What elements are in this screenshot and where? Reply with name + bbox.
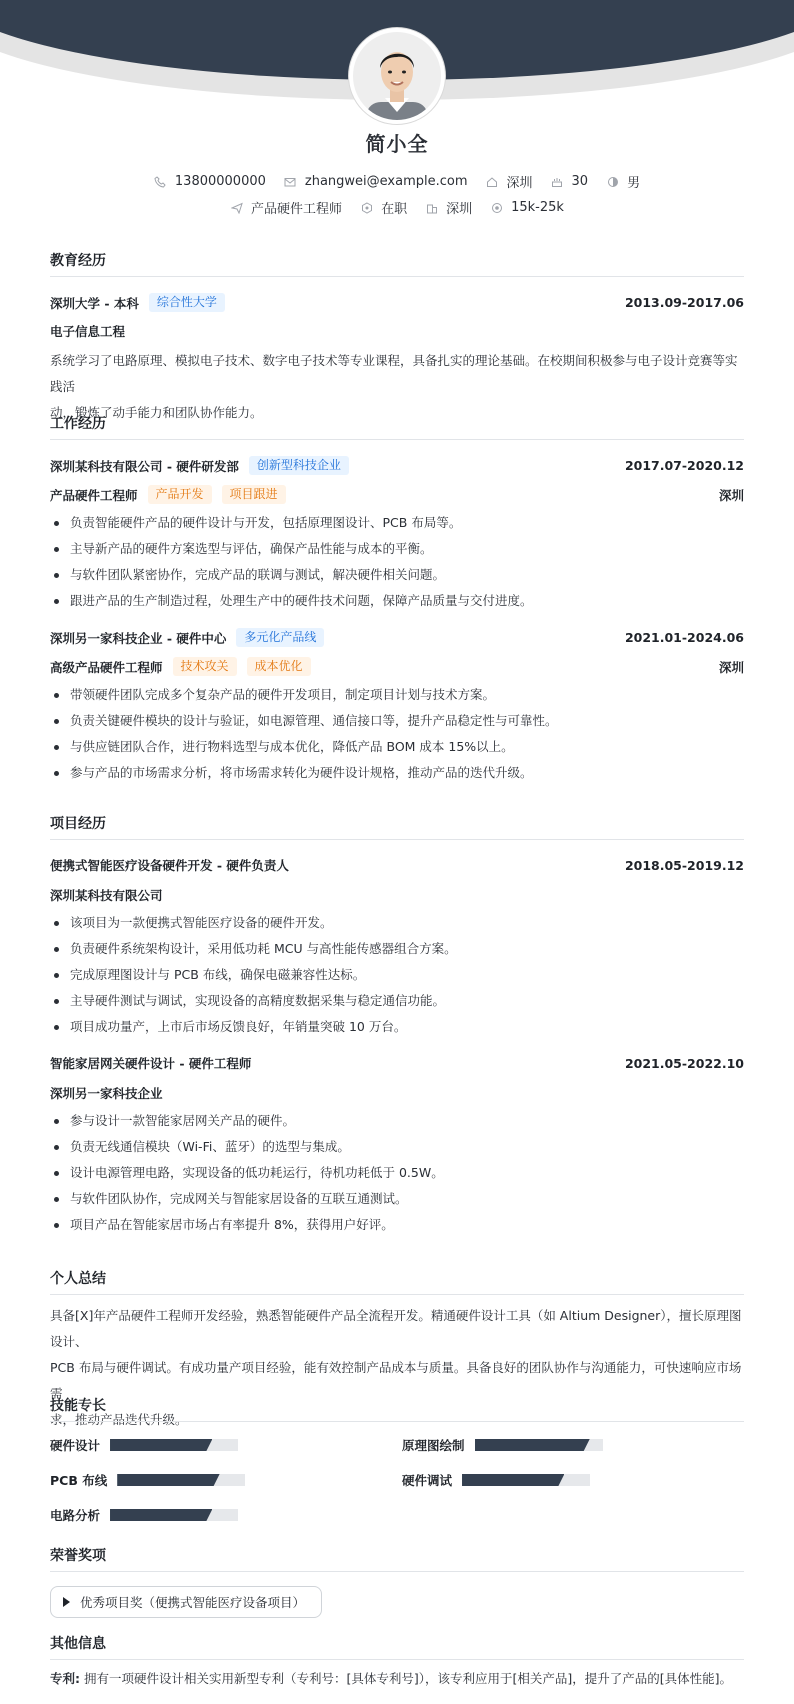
project-details <box>50 1108 744 1238</box>
skill-item <box>402 1471 590 1489</box>
list-item: 项目成功量产，上市后市场反馈良好，年销量突破 10 万台。 <box>50 1014 744 1040</box>
section-title: 荣誉奖项 <box>50 1545 744 1572</box>
skill-name: 硬件设计 <box>50 1438 101 1453</box>
building-icon <box>425 201 438 214</box>
mail-icon <box>284 175 297 188</box>
gender-info: 男 <box>606 172 640 191</box>
skill-level-fill <box>475 1439 590 1451</box>
project-company-row <box>50 1084 744 1102</box>
award-name: 优秀项目奖（便携式智能医疗设备项目） <box>80 1595 306 1610</box>
project-entry <box>50 1054 744 1238</box>
project-header <box>50 856 744 874</box>
job-period: 2017.07-2020.12 <box>624 458 744 473</box>
company-name: 深圳另一家科技企业 - 硬件中心 <box>50 630 227 646</box>
skill-level-bar <box>110 1509 238 1521</box>
skill-item <box>50 1506 238 1524</box>
status-info: 在职 <box>360 198 407 217</box>
avatar <box>349 28 445 124</box>
project-entry <box>50 856 744 1040</box>
section-title: 其他信息 <box>50 1633 744 1660</box>
education-section <box>50 250 744 426</box>
contact-info-row <box>0 172 794 191</box>
skill-level-bar <box>475 1439 603 1451</box>
project-period: 2021.05-2022.10 <box>624 1055 744 1071</box>
position-row <box>50 657 744 676</box>
project-details <box>50 910 744 1040</box>
position-title: 高级产品硬件工程师 <box>50 659 163 675</box>
major-row <box>50 322 744 340</box>
list-item: 与软件团队协作，完成网关与智能家居设备的互联互通测试。 <box>50 1186 744 1212</box>
project-period: 2018.05-2019.12 <box>624 857 744 873</box>
job-city: 深圳 <box>718 659 744 675</box>
caret-right-icon <box>63 1597 70 1607</box>
job-duties <box>50 682 744 786</box>
major: 电子信息工程 <box>50 324 126 339</box>
skill-level-fill <box>117 1474 219 1486</box>
job-duties <box>50 510 744 614</box>
job-entry <box>50 456 744 614</box>
list-item: 主导新产品的硬件方案选型与评估，确保产品性能与成本的平衡。 <box>50 536 744 562</box>
project-name: 智能家居网关硬件设计 - 硬件工程师 <box>50 1056 252 1071</box>
age-info: 30 <box>551 174 589 189</box>
patent-text: 拥有一项硬件设计相关实用新型专利（专利号：[具体专利号]），该专利应用于[相关产品]，提升了产品的[具体性能]。 <box>83 1671 732 1686</box>
skill-item <box>50 1436 238 1454</box>
job-header <box>50 628 744 647</box>
list-item: 参与设计一款智能家居网关产品的硬件。 <box>50 1108 744 1134</box>
job-header <box>50 456 744 475</box>
list-item: 带领硬件团队完成多个复杂产品的硬件开发项目，制定项目计划与技术方案。 <box>50 682 744 708</box>
skill-name: 原理图绘制 <box>402 1438 465 1453</box>
list-item: 负责硬件系统架构设计，采用低功耗 MCU 与高性能传感器组合方案。 <box>50 936 744 962</box>
job-entry <box>50 628 744 786</box>
awards-section <box>50 1545 744 1618</box>
education-period: 2013.09-2017.06 <box>624 295 744 310</box>
patent-label: 专利: <box>50 1671 80 1686</box>
skill-level-bar <box>117 1474 245 1486</box>
phone-info: 13800000000 <box>154 174 266 189</box>
skill-level-fill <box>462 1474 564 1486</box>
company-tag: 多元化产品线 <box>236 628 324 647</box>
section-title: 个人总结 <box>50 1268 744 1295</box>
projects-section <box>50 813 744 1238</box>
list-item: 与软件团队紧密协作，完成产品的联调与测试，解决硬件相关问题。 <box>50 562 744 588</box>
skill-name: 硬件调试 <box>402 1473 453 1488</box>
list-item: 负责无线通信模块（Wi-Fi、蓝牙）的选型与集成。 <box>50 1134 744 1160</box>
company-tag: 创新型科技企业 <box>249 456 349 475</box>
patent-info <box>50 1666 744 1692</box>
section-title: 技能专长 <box>50 1395 744 1422</box>
skill-tag: 成本优化 <box>247 657 311 676</box>
list-item: 该项目为一款便携式智能医疗设备的硬件开发。 <box>50 910 744 936</box>
location-info: 深圳 <box>486 172 533 191</box>
project-company-row <box>50 886 744 904</box>
company-name: 深圳某科技有限公司 - 硬件研发部 <box>50 458 239 474</box>
salary-icon <box>490 201 503 214</box>
job-intent-row <box>0 198 794 217</box>
education-header <box>50 293 744 312</box>
skill-level-fill <box>110 1439 212 1451</box>
skills-section <box>50 1395 744 1422</box>
list-item: 与供应链团队合作，进行物料选型与成本优化，降低产品 BOM 成本 15%以上。 <box>50 734 744 760</box>
list-item: 参与产品的市场需求分析，将市场需求转化为硬件设计规格，推动产品的迭代升级。 <box>50 760 744 786</box>
email-info: zhangwei@example.com <box>284 174 468 189</box>
project-name: 便携式智能医疗设备硬件开发 - 硬件负责人 <box>50 858 289 873</box>
project-header <box>50 1054 744 1072</box>
list-item: 负责智能硬件产品的硬件设计与开发，包括原理图设计、PCB 布局等。 <box>50 510 744 536</box>
status-icon <box>360 201 373 214</box>
school-tag: 综合性大学 <box>149 293 225 312</box>
project-company: 深圳某科技有限公司 <box>50 888 163 903</box>
list-item: 主导硬件测试与调试，实现设备的高精度数据采集与稳定通信功能。 <box>50 988 744 1014</box>
candidate-name: 简小全 <box>365 132 429 156</box>
send-icon <box>230 201 243 214</box>
project-company: 深圳另一家科技企业 <box>50 1086 163 1101</box>
job-title-info: 产品硬件工程师 <box>230 198 342 217</box>
age-icon <box>551 175 564 188</box>
list-item: 跟进产品的生产制造过程，处理生产中的硬件技术问题，保障产品质量与交付进度。 <box>50 588 744 614</box>
skill-name: 电路分析 <box>50 1508 101 1523</box>
skill-tag: 产品开发 <box>148 485 212 504</box>
position-title: 产品硬件工程师 <box>50 487 138 503</box>
skill-tag: 项目跟进 <box>222 485 286 504</box>
education-description: 系统学习了电路原理、模拟电子技术、数字电子技术等专业课程，具备扎实的理论基础。在校期间积极参与电子设计竞赛等实践活 动，锻炼了动手能力和团队协作能力。 <box>50 353 738 420</box>
skill-item <box>50 1471 245 1489</box>
skill-level-bar <box>110 1439 238 1451</box>
school-name: 深圳大学 - 本科 <box>50 295 139 311</box>
summary-text: 具备[X]年产品硬件工程师开发经验，熟悉智能硬件产品全流程开发。精通硬件设计工具（如 Altium Designer），擅长原理图设计、 PCB 布局与硬件调试。有成功量产项目经验，能有效控制产品成本与质量。具备良好的团队协作与沟通能力，可快速响应市场需 求，推动产品迭代升级。 <box>50 1308 742 1427</box>
home-icon <box>486 175 499 188</box>
section-title: 教育经历 <box>50 250 744 277</box>
skill-name: PCB 布线 <box>50 1473 108 1488</box>
list-item: 负责关键硬件模块的设计与验证，如电源管理、通信接口等，提升产品稳定性与可靠性。 <box>50 708 744 734</box>
city-info: 深圳 <box>425 198 472 217</box>
skill-level-fill <box>110 1509 212 1521</box>
position-row <box>50 485 744 504</box>
list-item: 项目产品在智能家居市场占有率提升 8%，获得用户好评。 <box>50 1212 744 1238</box>
list-item: 设计电源管理电路，实现设备的低功耗运行，待机功耗低于 0.5W。 <box>50 1160 744 1186</box>
section-title: 项目经历 <box>50 813 744 840</box>
gender-icon <box>606 175 619 188</box>
skill-tag: 技术攻关 <box>173 657 237 676</box>
list-item: 完成原理图设计与 PCB 布线，确保电磁兼容性达标。 <box>50 962 744 988</box>
job-city: 深圳 <box>718 487 744 503</box>
skill-level-bar <box>462 1474 590 1486</box>
work-section <box>50 413 744 786</box>
skill-item <box>402 1436 603 1454</box>
salary-info: 15k-25k <box>490 200 564 215</box>
section-title: 工作经历 <box>50 413 744 440</box>
other-section <box>50 1633 744 1692</box>
job-period: 2021.01-2024.06 <box>624 630 744 645</box>
award-item[interactable] <box>50 1586 322 1618</box>
phone-icon <box>154 175 167 188</box>
